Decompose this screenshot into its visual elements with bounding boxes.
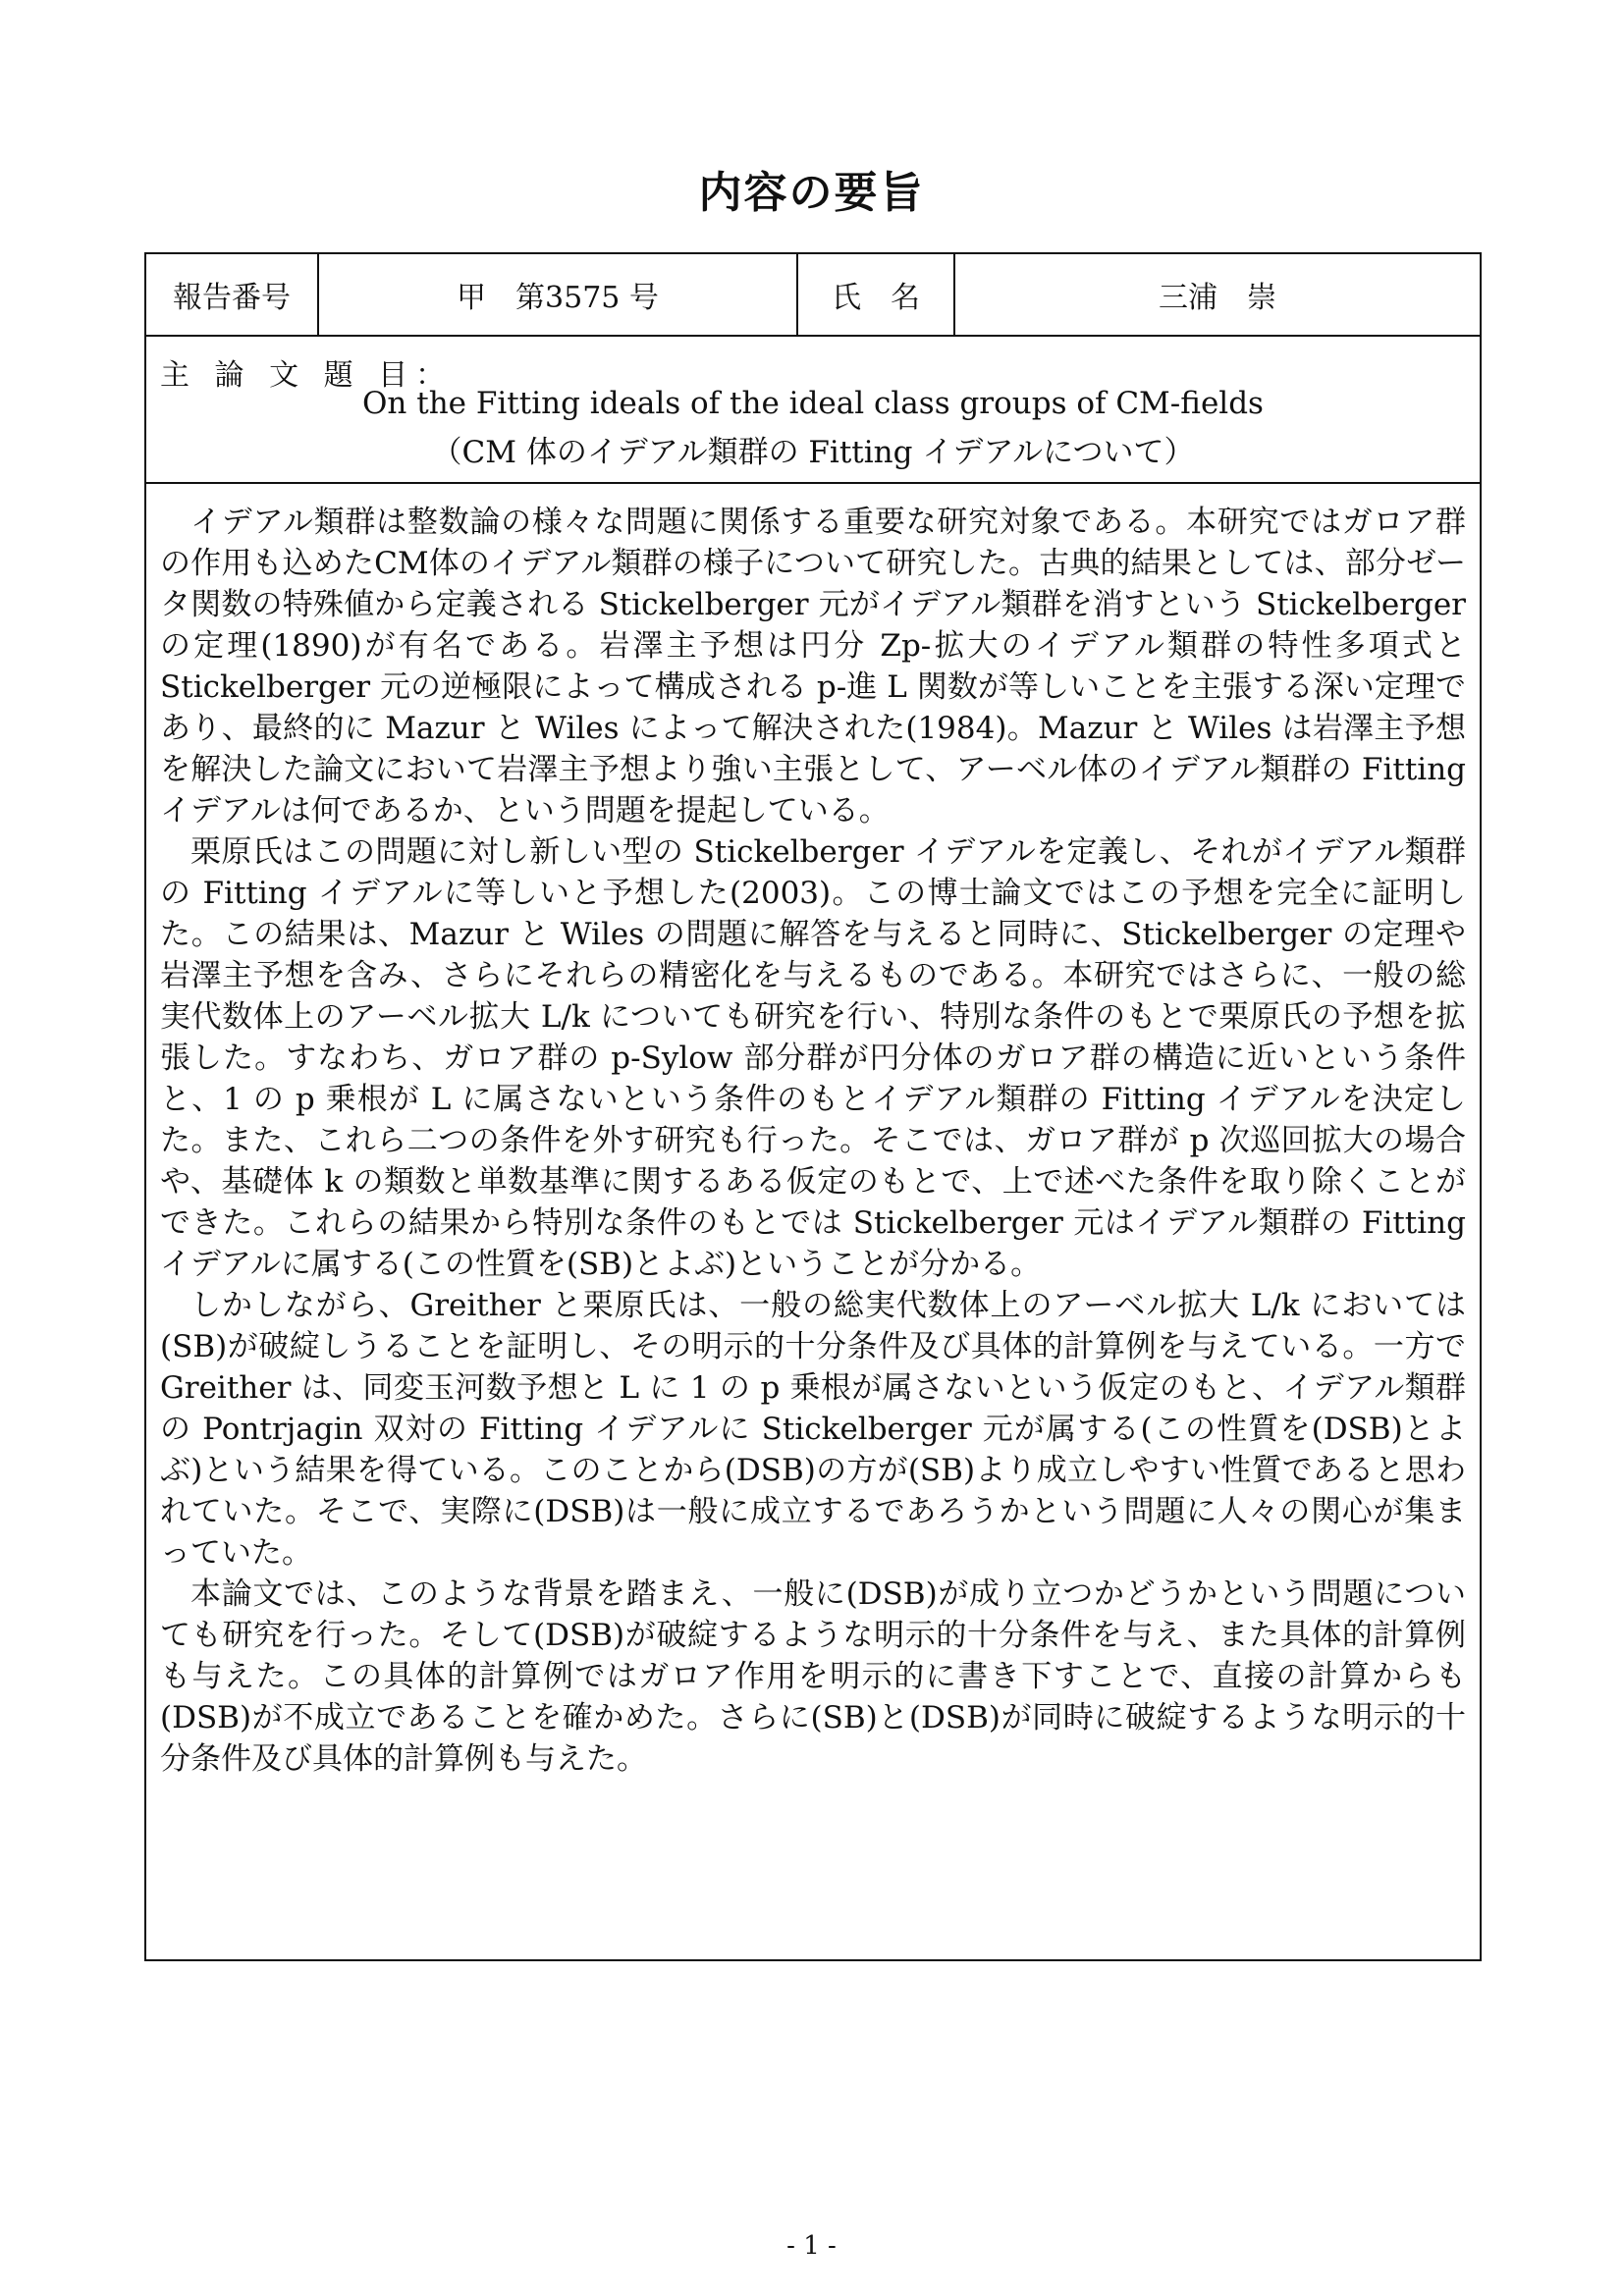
page-number: - 1 - <box>786 2231 837 2261</box>
abstract-body <box>146 484 1480 1959</box>
abstract-paragraph: しかしながら、Greither と栗原氏は、一般の総実代数体上のアーベル拡大 L/k においては(SB)が破綻しうることを証明し、その明示的十分条件及び具体的計算例を与えている。一方で Greither は、同変玉河数予想と L に 1 の p 乗根が属さないという仮定のもと、イデアル類群の Pontrjagin 双対の Fitting イデアルに Stickelberger 元が属する(この性質を(DSB)とよぶ)という結果を得ている。このことから(DSB)の方が(SB)より成立しやすい性質であると思われていた。そこで、実際に(DSB)は一般に成立するであろうかという問題に人々の関心が集まっていた。 <box>160 1288 1466 1571</box>
abstract-paragraph: 本論文では、このような背景を踏まえ、一般に(DSB)が成り立つかどうかという問題についても研究を行った。そして(DSB)が破綻するような明示的十分条件を与え、また具体的計算例も与えた。この具体的計算例ではガロア作用を明示的に書き下すことで、直接の計算からも(DSB)が不成立であることを確かめた。さらに(SB)と(DSB)が同時に破綻するような明示的十分条件及び具体的計算例も与えた。 <box>160 1576 1466 1777</box>
header-row <box>146 254 1480 337</box>
page-title: 内容の要旨 <box>698 168 925 218</box>
thesis-title-label: 主 論 文 題 目： <box>160 358 454 393</box>
abstract-paragraph: イデアル類群は整数論の様々な問題に関係する重要な研究対象である。本研究ではガロア群の作用も込めたCM体のイデアル類群の様子について研究した。古典的結果としては、部分ゼータ関数の特殊値から定義される Stickelberger 元がイデアル類群を消すという Stickelberger の定理(1890)が有名である。岩澤主予想は円分 Zp-拡大のイデアル類群の特性多項式と Stickelberger 元の逆極限によって構成される p-進 L 関数が等しいことを主張する深い定理であり、最終的に Mazur と Wiles によって解決された(1984)。Mazur と Wiles は岩澤主予想を解決した論文において岩澤主予想より強い主張として、アーベル体のイデアル類群の Fitting イデアルは何であるか、という問題を提起している。 <box>160 505 1466 828</box>
thesis-title-english: On the Fitting ideals of the ideal class groups of CM-fields <box>362 386 1264 421</box>
abstract-form <box>144 252 1482 1961</box>
thesis-title-row <box>146 337 1480 484</box>
abstract-paragraph: 栗原氏はこの問題に対し新しい型の Stickelberger イデアルを定義し、それがイデアル類群の Fitting イデアルに等しいと予想した(2003)。この博士論文ではこの予想を完全に証明した。この結果は、Mazur と Wiles の問題に解答を与えると同時に、Stickelberger の定理や岩澤主予想を含み、さらにそれらの精密化を与えるものである。本研究ではさらに、一般の総実代数体上のアーベル拡大 L/k についても研究を行い、特別な条件のもとで栗原氏の予想を拡張した。すなわち、ガロア群の p-Sylow 部分群が円分体のガロア群の構造に近いという条件と、1 の p 乗根が L に属さないという条件のもとイデアル類群の Fitting イデアルを決定した。また、これら二つの条件を外す研究も行った。そこでは、ガロア群が p 次巡回拡大の場合や、基礎体 k の類数と単数基準に関するある仮定のもとで、上で述べた条件を取り除くことができた。これらの結果から特別な条件のもとでは Stickelberger 元はイデアル類群の Fitting イデアルに属する(この性質を(SB)とよぶ)ということが分かる。 <box>160 834 1466 1282</box>
report-number-value: 甲 第3575 号 <box>319 254 798 335</box>
thesis-title-japanese: （CM 体のイデアル類群の Fitting イデアルについて） <box>431 435 1195 470</box>
name-label: 氏 名 <box>798 254 955 335</box>
name-value: 三浦 崇 <box>1159 281 1276 315</box>
report-number-label: 報告番号 <box>146 254 319 335</box>
